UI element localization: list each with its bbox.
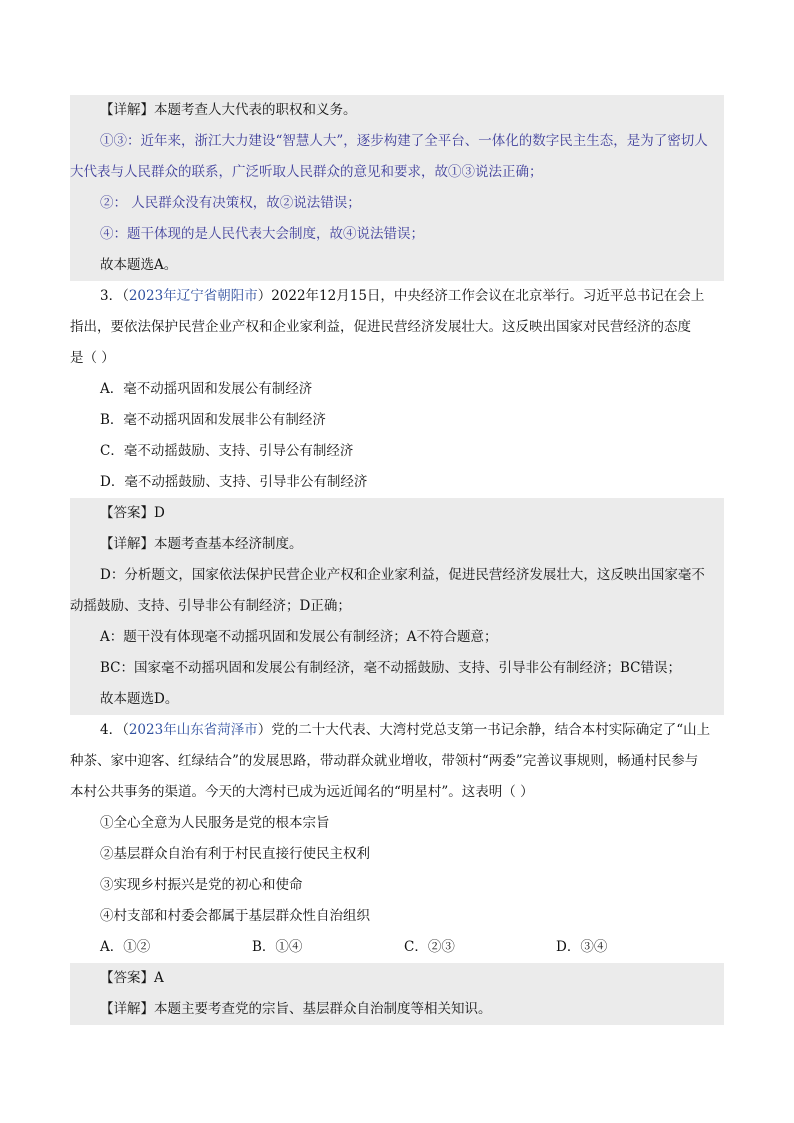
q4-stem-line: 本村公共事务的渠道。今天的大湾村已成为远近闻名的“明星村”。这表明（ ） — [70, 784, 534, 800]
q2-analysis-line: ②： 人民群众没有决策权，故②说法错误； — [70, 188, 724, 219]
q4-stem-line — [70, 715, 724, 746]
q2-analysis-line: ④：题干体现的是人民代表大会制度，故④说法错误； — [70, 219, 724, 250]
q4-option-c: C．②③ — [404, 939, 455, 955]
q3-detail: 【详解】本题考查基本经济制度。 — [70, 529, 724, 560]
q4-stem-text: ）党的二十大代表、大湾村党总支第一书记余静，结合本村实际确定了“山上 — [257, 722, 711, 738]
q3-option-b: B．毫不动摇巩固和发展非公有制经济 — [100, 412, 326, 428]
q4-statement: ③实现乡村振兴是党的初心和使命 — [100, 877, 303, 893]
q4-number: 4．（ — [100, 722, 129, 738]
q3-analysis-line: D：分析题文，国家依法保护民营企业产权和企业家利益，促进民营经济发展壮大，这反映出国家毫不 — [70, 560, 724, 591]
q3-analysis-line: BC：国家毫不动摇巩固和发展公有制经济，毫不动摇鼓励、支持、引导非公有制经济；BC错误； — [70, 653, 724, 684]
q3-source: 2023年辽宁省朝阳市 — [128, 288, 258, 304]
q4-answer: 【答案】A — [70, 963, 724, 994]
q4-stem-line: 种茶、家中迎客、红绿结合”的发展思路，带动群众就业增收，带领村“两委”完善议事规则，畅通村民参与 — [70, 753, 699, 769]
q4-statement: ②基层群众自治有利于村民直接行使民主权利 — [100, 846, 370, 862]
q4-option-a: A．①② — [100, 939, 151, 955]
q3-option-c: C．毫不动摇鼓励、支持、引导公有制经济 — [100, 443, 354, 459]
q2-conclusion: 故本题选A。 — [70, 250, 724, 281]
q3-analysis-line: 动摇鼓励、支持、引导非公有制经济；D正确； — [70, 591, 724, 622]
q3-answer: 【答案】D — [70, 498, 724, 529]
q3-stem-line: 是（ ） — [70, 350, 115, 366]
q3-number: 3．（ — [100, 288, 129, 304]
document-page — [70, 95, 724, 1025]
q3-conclusion: 故本题选D。 — [70, 684, 724, 715]
q4-statement: ①全心全意为人民服务是党的根本宗旨 — [100, 815, 330, 831]
q3-stem-line — [70, 281, 724, 312]
q4-option-b: B．①④ — [252, 939, 303, 955]
q4-statement: ④村支部和村委会都属于基层群众性自治组织 — [100, 908, 370, 924]
q3-stem-line: 指出，要依法保护民营企业产权和企业家利益，促进民营经济发展壮大。这反映出国家对民营经济的态度 — [70, 319, 691, 335]
q3-analysis-line: A：题干没有体现毫不动摇巩固和发展公有制经济；A不符合题意； — [70, 622, 724, 653]
q3-option-d: D．毫不动摇鼓励、支持、引导非公有制经济 — [100, 474, 368, 490]
q4-options — [70, 932, 724, 963]
q4-option-d: D．③④ — [556, 939, 608, 955]
q3-stem-text: ）2022年12月15日，中央经济工作会议在北京举行。习近平总书记在会上 — [257, 288, 705, 304]
q2-detail: 【详解】本题考查人大代表的职权和义务。 — [70, 95, 724, 126]
q4-detail: 【详解】本题主要考查党的宗旨、基层群众自治制度等相关知识。 — [70, 994, 724, 1025]
q2-analysis-line: 大代表与人民群众的联系，广泛听取人民群众的意见和要求，故①③说法正确； — [70, 157, 724, 188]
q2-analysis-line: ①③：近年来，浙江大力建设“智慧人大”，逐步构建了全平台、一体化的数字民主生态，是为了密切人 — [70, 126, 724, 157]
q3-option-a: A．毫不动摇巩固和发展公有制经济 — [100, 381, 313, 397]
q4-source: 2023年山东省菏泽市 — [128, 722, 258, 738]
